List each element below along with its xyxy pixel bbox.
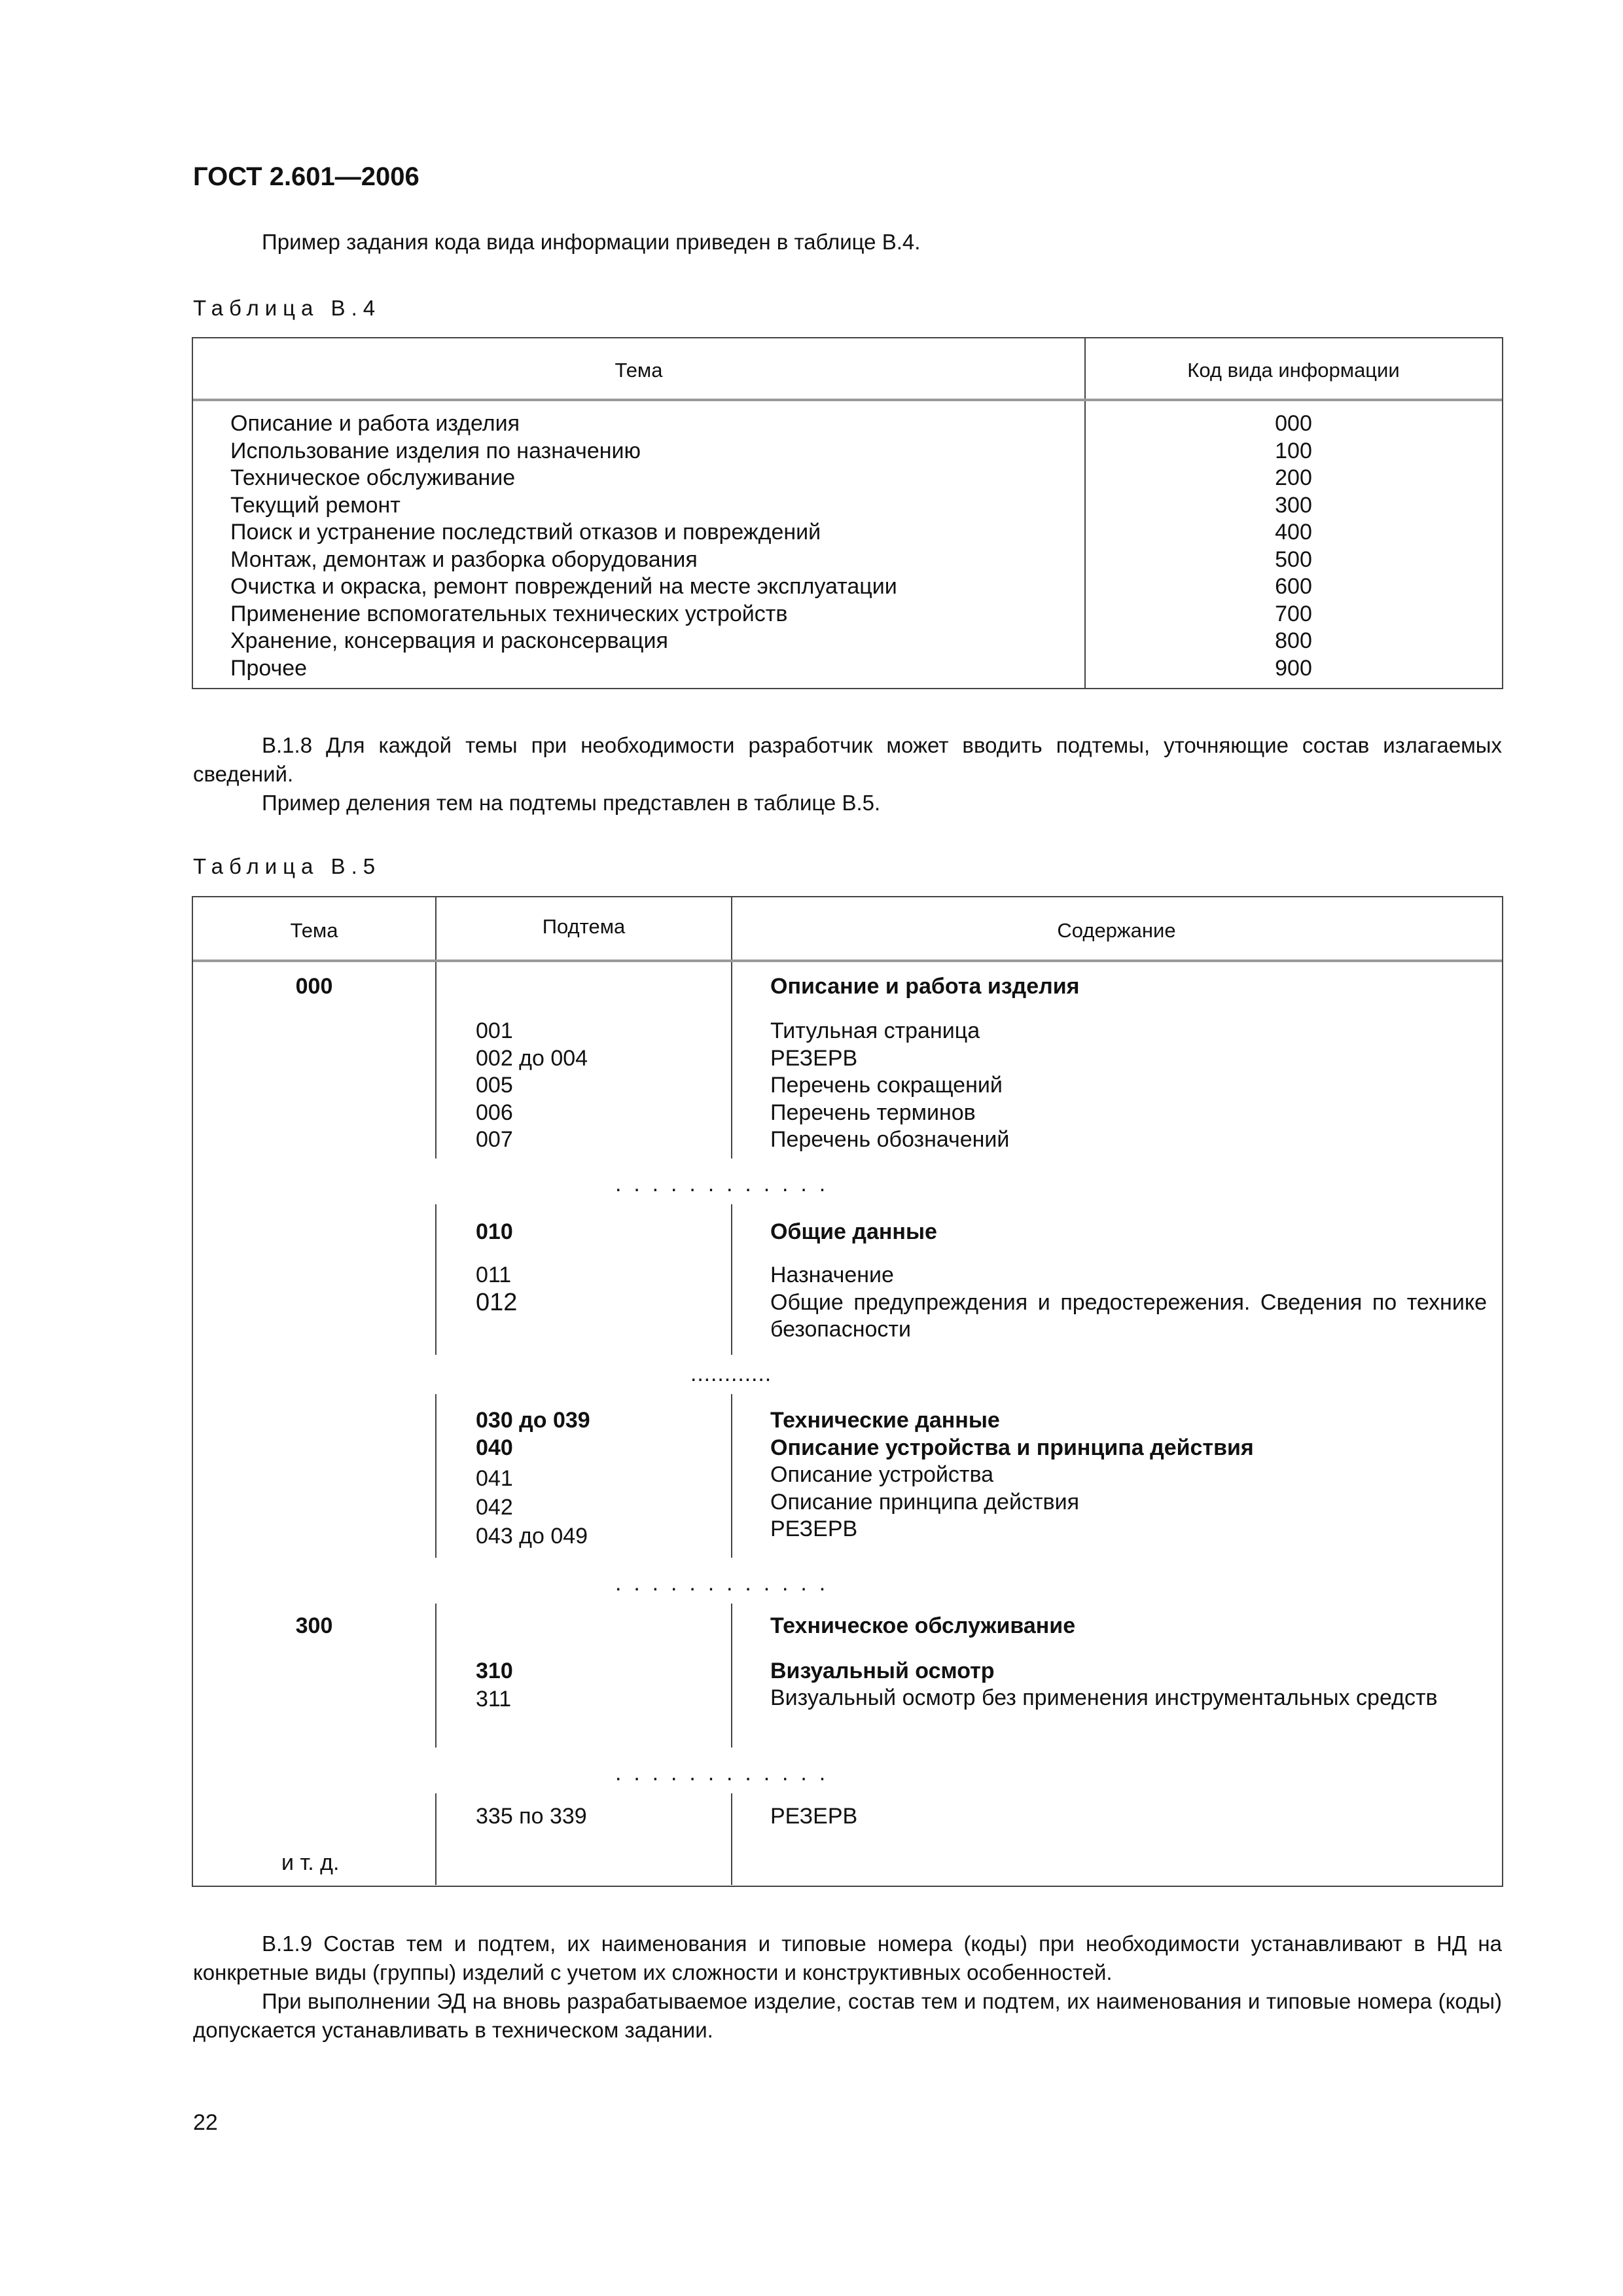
subtopic-codes xyxy=(476,1407,590,1462)
divider xyxy=(435,1204,437,1355)
list-item: 007 xyxy=(476,1127,513,1152)
list-item: 043 до 049 xyxy=(476,1524,588,1549)
table-b5-header-topic: Тема xyxy=(290,919,338,942)
content-item xyxy=(770,1685,1487,1712)
table-b5-header-content: Содержание xyxy=(1057,919,1176,942)
list-item: Технические данные xyxy=(770,1408,1000,1433)
document-header: ГОСТ 2.601—2006 xyxy=(193,162,419,191)
list-item: Описание устройства и принципа действия xyxy=(770,1435,1254,1460)
divider xyxy=(435,1394,437,1558)
table-b4-header-rule xyxy=(193,399,1502,401)
table-b5-header-subtopic: Подтема xyxy=(542,915,626,938)
table-b5-header-rule xyxy=(193,960,1502,962)
table-row: Прочее xyxy=(230,655,308,681)
divider xyxy=(731,896,732,960)
list-item: Описание устройства xyxy=(770,1462,994,1487)
divider xyxy=(731,962,732,1158)
table-b4-codes xyxy=(1086,410,1501,682)
list-item: Визуальный осмотр без применения инструментальных средств xyxy=(770,1685,1438,1710)
table-cell-code: 400 xyxy=(1275,520,1312,545)
list-item: Перечень обозначений xyxy=(770,1127,1010,1152)
table-cell-code: 100 xyxy=(1275,438,1312,463)
list-item: Перечень сокращений xyxy=(770,1073,1003,1098)
subtopic-codes xyxy=(476,1018,588,1154)
subtopic-code: 335 по 339 xyxy=(476,1804,587,1829)
table-row: Использование изделия по назначению xyxy=(230,438,641,463)
list-item: 011 xyxy=(476,1263,512,1287)
group-subtitle: Визуальный осмотр xyxy=(770,1659,995,1683)
table-row: Текущий ремонт xyxy=(230,492,401,518)
table-cell-code: 300 xyxy=(1275,492,1312,518)
subtopic-code: 010 xyxy=(476,1219,513,1244)
content-item: РЕЗЕРВ xyxy=(770,1804,858,1829)
table-b4-caption: Таблица В.4 xyxy=(193,296,382,320)
table-b4-header-code: Код вида информации xyxy=(1187,359,1400,382)
divider xyxy=(435,962,437,1158)
list-item: РЕЗЕРВ xyxy=(770,1045,858,1071)
divider xyxy=(435,1604,437,1748)
list-item: 040 xyxy=(476,1435,513,1460)
divider xyxy=(731,1394,732,1558)
table-cell-code: 700 xyxy=(1275,601,1312,626)
table-row: Очистка и окраска, ремонт повреждений на месте эксплуатации xyxy=(230,574,897,599)
ellipsis-row: . . . . . . . . . . . . xyxy=(615,1761,826,1785)
list-item: Общие предупреждения и предостережения. Сведения по технике безопасности xyxy=(770,1289,1487,1342)
subtopic-codes xyxy=(476,1464,588,1551)
content-items xyxy=(770,1262,1487,1344)
table-b4-header-topic: Тема xyxy=(615,359,663,382)
group-titles xyxy=(770,1407,1254,1462)
list-item: 005 xyxy=(476,1073,513,1098)
subtopic-code: 311 xyxy=(476,1687,512,1712)
etc-label: и т. д. xyxy=(281,1850,340,1875)
content-items xyxy=(770,1018,1009,1154)
paragraph-b18: В.1.8 Для каждой темы при необходимости разработчик может вводить подтемы, уточняющие состав излагаемых сведений. xyxy=(193,733,1502,786)
paragraph-b18-example: Пример деления тем на подтемы представлен в таблице В.5. xyxy=(262,791,881,815)
table-cell-code: 600 xyxy=(1275,574,1312,599)
table-cell-code: 900 xyxy=(1275,655,1312,681)
topic-000: 000 xyxy=(295,974,333,999)
table-row: Применение вспомогательных технических устройств xyxy=(230,601,788,626)
table-cell-code: 000 xyxy=(1275,411,1312,436)
table-row: Описание и работа изделия xyxy=(230,411,520,436)
group-title: Описание и работа изделия xyxy=(770,974,1080,999)
table-row: Поиск и устранение последствий отказов и повреждений xyxy=(230,520,821,545)
list-item: Описание принципа действия xyxy=(770,1489,1079,1515)
list-item: РЕЗЕРВ xyxy=(770,1516,858,1541)
table-row: Техническое обслуживание xyxy=(230,465,516,490)
table-row: Монтаж, демонтаж и разборка оборудования xyxy=(230,547,698,572)
ellipsis-row: . . . . . . . . . . . . xyxy=(615,1571,826,1596)
list-item: 006 xyxy=(476,1100,513,1125)
list-item: 001 xyxy=(476,1018,513,1043)
list-item: Перечень терминов xyxy=(770,1100,976,1125)
list-item: Титульная страница xyxy=(770,1018,980,1043)
table-cell-code: 800 xyxy=(1275,628,1312,653)
list-item: 041 xyxy=(476,1466,513,1491)
table-b4-topics xyxy=(230,410,897,682)
divider xyxy=(435,1793,437,1885)
group-title: Общие данные xyxy=(770,1219,937,1244)
ellipsis-row: . . . . . . . . . . . . xyxy=(615,1172,826,1196)
topic-300: 300 xyxy=(295,1613,333,1638)
list-item: 012 xyxy=(476,1288,518,1316)
group-title: Техническое обслуживание xyxy=(770,1613,1076,1638)
list-item: 042 xyxy=(476,1495,513,1520)
table-row: Хранение, консервация и расконсервация xyxy=(230,628,668,653)
table-b5-caption: Таблица В.5 xyxy=(193,854,382,878)
table-cell-code: 200 xyxy=(1275,465,1312,490)
paragraph-b19-2: При выполнении ЭД на вновь разрабатываемое изделие, состав тем и подтем, их наименования и типовые номера (коды) допускается устанавливать в техническом задании. xyxy=(193,1989,1502,2042)
paragraph-b19: В.1.9 Состав тем и подтем, их наименования и типовые номера (коды) при необходимости устанавливают в НД на конкретные виды (группы) изделий с учетом их сложности и конструктивных особенностей. xyxy=(193,1931,1502,1984)
ellipsis-row: . . . . . . . . . . . . xyxy=(690,1361,768,1386)
divider xyxy=(731,1793,732,1885)
list-item: Назначение xyxy=(770,1263,894,1287)
divider xyxy=(731,1204,732,1355)
list-item: 030 до 039 xyxy=(476,1408,590,1433)
content-items xyxy=(770,1462,1079,1543)
subtopic-code: 310 xyxy=(476,1659,513,1683)
table-cell-code: 500 xyxy=(1275,547,1312,572)
list-item: 002 до 004 xyxy=(476,1045,588,1071)
page-number: 22 xyxy=(193,2110,218,2135)
divider xyxy=(731,1604,732,1748)
divider xyxy=(435,896,437,960)
intro-paragraph: Пример задания кода вида информации приведен в таблице В.4. xyxy=(262,230,921,254)
subtopic-codes xyxy=(476,1262,517,1316)
